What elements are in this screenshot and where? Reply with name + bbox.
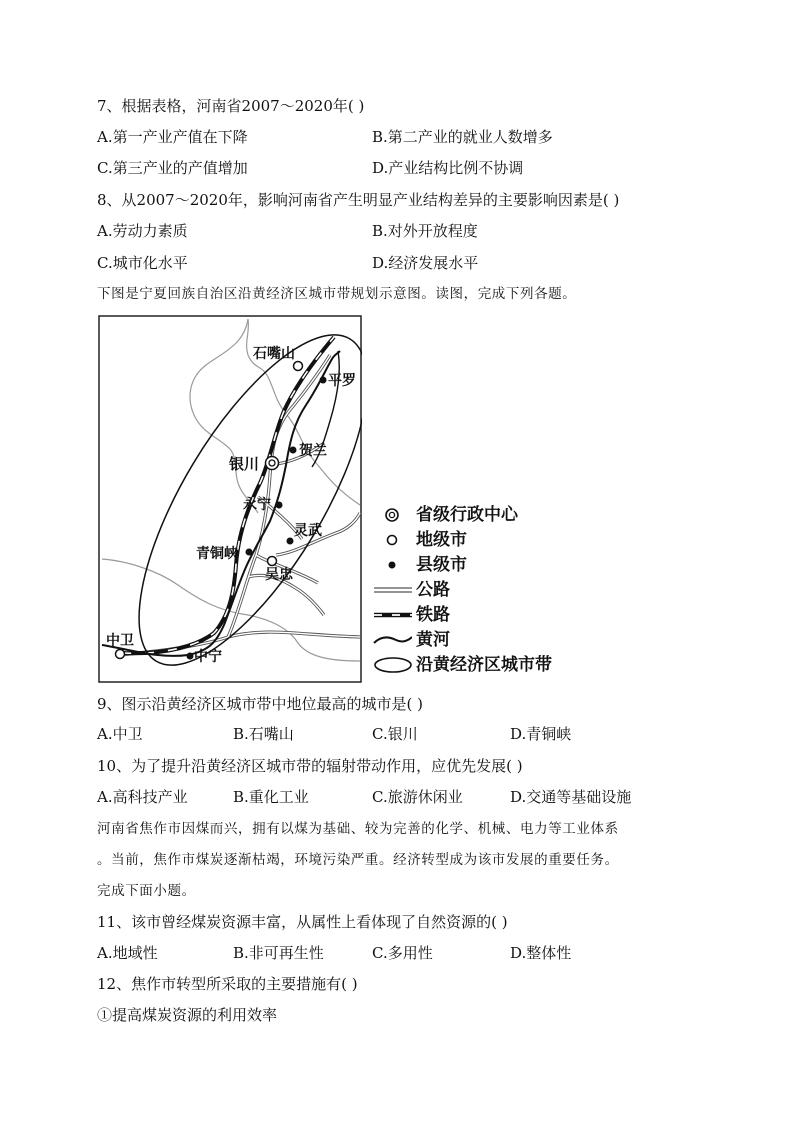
intro-jiaozuo-line-2: 。当前，焦作市煤炭逐渐枯竭，环境污染严重。经济转型成为该市发展的重要任务。 — [97, 852, 619, 868]
question-11-stem: 11、该市曾经煤炭资源丰富，从属性上看体现了自然资源的( ) — [97, 913, 508, 931]
label-yinchuan: 银川 — [229, 455, 260, 473]
ningxia-city-belt-map — [98, 315, 362, 683]
question-9-option-a: A.中卫 — [97, 725, 143, 743]
city-belt-icon — [372, 654, 412, 676]
legend-highway: 公路 — [372, 579, 412, 607]
question-10-stem: 10、为了提升沿黄经济区城市带的辐射带动作用，应优先发展( ) — [97, 757, 523, 775]
highway-icon — [372, 579, 412, 601]
label-helan: 贺兰 — [299, 443, 327, 459]
label-zhongning: 中宁 — [194, 649, 222, 665]
question-10-option-b: B.重化工业 — [233, 788, 309, 806]
question-8-stem: 8、从2007～2020年，影响河南省产生明显产业结构差异的主要影响因素是( ) — [97, 191, 620, 209]
label-shizuishan: 石嘴山 — [253, 346, 295, 362]
question-12-item-1: ①提高煤炭资源的利用效率 — [97, 1006, 278, 1024]
legend-county-city: 县级市 — [372, 554, 412, 582]
zhongning-marker — [187, 653, 194, 660]
intro-text-map: 下图是宁夏回族自治区沿黄经济区城市带规划示意图。读图，完成下列各题。 — [97, 286, 577, 302]
question-10-option-a: A.高科技产业 — [97, 788, 188, 806]
question-11-option-a: A.地域性 — [97, 944, 158, 962]
legend-city-belt: 沿黄经济区城市带 — [372, 654, 412, 682]
legend-provincial-capital: 省级行政中心 — [372, 504, 412, 532]
label-zhongwei: 中卫 — [106, 633, 134, 649]
label-lingwu: 灵武 — [294, 523, 322, 539]
prefecture-city-icon — [372, 529, 412, 551]
question-9-option-c: C.银川 — [372, 725, 418, 743]
lingwu-marker — [287, 538, 294, 545]
legend-yellow-river: 黄河 — [372, 629, 412, 657]
label-pingluo: 平罗 — [328, 373, 356, 389]
question-11-option-d: D.整体性 — [510, 944, 572, 962]
question-8-option-a: A.劳动力素质 — [97, 222, 188, 240]
question-9-option-d: D.青铜峡 — [510, 725, 572, 743]
question-10-option-c: C.旅游休闲业 — [372, 788, 463, 806]
question-7-option-a: A.第一产业产值在下降 — [97, 128, 248, 146]
yongning-marker — [276, 502, 283, 509]
intro-jiaozuo-line-1: 河南省焦作市因煤而兴，拥有以煤为基础、较为完善的化学、机械、电力等工业体系 — [97, 821, 619, 837]
railway-icon — [372, 604, 412, 626]
provincial-capital-icon — [372, 504, 412, 526]
label-yongning: 永宁 — [243, 497, 271, 513]
yellow-river-icon — [372, 629, 412, 651]
question-11-option-b: B.非可再生性 — [233, 944, 324, 962]
question-7-option-d: D.产业结构比例不协调 — [372, 159, 524, 177]
pingluo-marker — [320, 377, 327, 384]
label-qingtongxia: 青铜峡 — [196, 546, 238, 562]
question-9-option-b: B.石嘴山 — [233, 725, 294, 743]
legend-prefecture-city: 地级市 — [372, 529, 412, 557]
county-city-icon — [372, 554, 412, 576]
intro-jiaozuo-line-3: 完成下面小题。 — [97, 883, 196, 899]
shizuishan-marker — [294, 362, 303, 371]
zhongwei-marker — [116, 650, 125, 659]
label-wuzhong: 吴忠 — [265, 567, 293, 583]
question-8-option-b: B.对外开放程度 — [372, 222, 478, 240]
question-9-stem: 9、图示沿黄经济区城市带中地位最高的城市是( ) — [97, 695, 424, 713]
question-10-option-d: D.交通等基础设施 — [510, 788, 632, 806]
helan-marker — [290, 447, 297, 454]
wuzhong-marker — [268, 557, 277, 566]
question-8-option-d: D.经济发展水平 — [372, 254, 479, 272]
question-8-option-c: C.城市化水平 — [97, 254, 188, 272]
question-7-option-b: B.第二产业的就业人数增多 — [372, 128, 553, 146]
qingtongxia-marker — [246, 549, 253, 556]
question-12-stem: 12、焦作市转型所采取的主要措施有( ) — [97, 975, 358, 993]
question-7-option-c: C.第三产业的产值增加 — [97, 159, 248, 177]
legend-railway: 铁路 — [372, 604, 412, 632]
question-11-option-c: C.多用性 — [372, 944, 433, 962]
question-7-stem: 7、根据表格，河南省2007～2020年( ) — [97, 97, 365, 115]
